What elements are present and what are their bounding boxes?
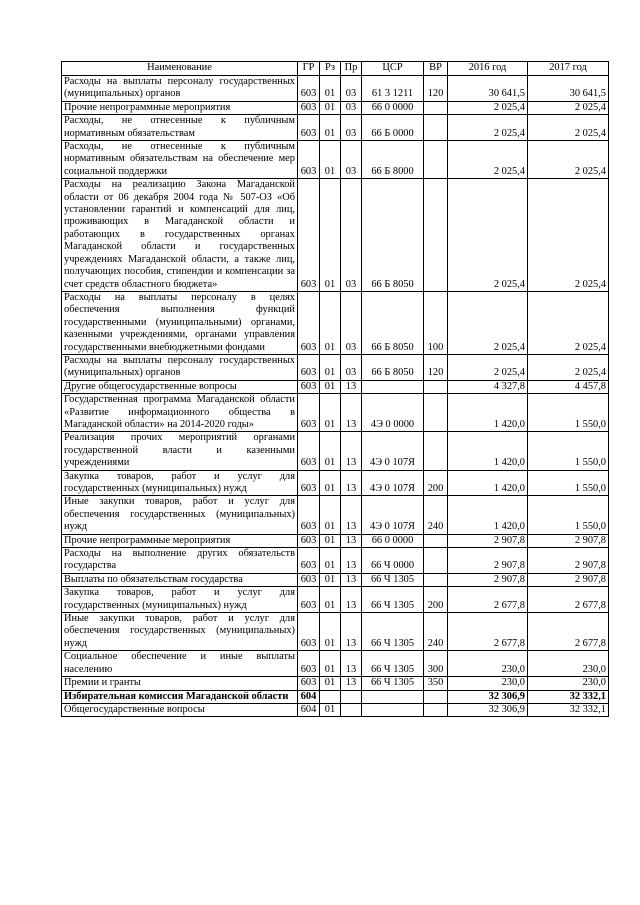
cell-gr: 603 [298,573,320,586]
cell-pr: 13 [341,534,362,547]
cell-csr: 66 Б 8050 [362,291,424,354]
cell-name: Прочие непрограммные мероприятия [62,534,298,547]
cell-pr: 03 [341,354,362,380]
cell-csr: 61 3 1211 [362,76,424,102]
table-row [62,587,609,613]
header-2016: 2016 год [448,62,528,76]
cell-pr: 13 [341,380,362,393]
table-row [62,179,609,292]
cell-rz: 01 [320,115,341,141]
cell-pr: 03 [341,101,362,114]
cell-vr [424,690,448,703]
cell-2017: 2 677,8 [528,587,609,613]
cell-2016: 1 420,0 [448,394,528,432]
cell-rz: 01 [320,76,341,102]
cell-vr: 350 [424,677,448,690]
table-row [62,651,609,677]
table-row [62,470,609,496]
cell-2017: 2 025,4 [528,115,609,141]
cell-rz: 01 [320,677,341,690]
cell-gr: 603 [298,76,320,102]
cell-csr [362,703,424,716]
cell-csr [362,690,424,703]
cell-pr: 13 [341,496,362,534]
cell-2017: 2 677,8 [528,613,609,651]
table-row [62,432,609,470]
cell-csr: 4Э 0 107Я [362,432,424,470]
cell-csr: 4Э 0 0000 [362,394,424,432]
cell-gr: 603 [298,587,320,613]
cell-pr: 13 [341,394,362,432]
cell-2017: 2 025,4 [528,101,609,114]
cell-name: Расходы на выполнение других обязательств государства [62,548,298,574]
cell-gr: 604 [298,703,320,716]
cell-name: Закупка товаров, работ и услуг для государственных (муниципальных) нужд [62,470,298,496]
cell-2016: 230,0 [448,677,528,690]
cell-rz: 01 [320,703,341,716]
cell-gr: 603 [298,677,320,690]
cell-2017: 2 907,8 [528,548,609,574]
cell-2017: 230,0 [528,651,609,677]
cell-rz: 01 [320,354,341,380]
cell-vr [424,141,448,179]
cell-rz: 01 [320,432,341,470]
cell-rz: 01 [320,613,341,651]
cell-gr: 603 [298,380,320,393]
cell-csr: 4Э 0 107Я [362,470,424,496]
cell-2016: 2 907,8 [448,534,528,547]
cell-csr: 66 Б 8050 [362,179,424,292]
cell-rz: 01 [320,548,341,574]
cell-2016: 2 025,4 [448,141,528,179]
cell-2017: 2 025,4 [528,354,609,380]
cell-vr: 120 [424,354,448,380]
cell-gr: 603 [298,613,320,651]
cell-vr [424,573,448,586]
cell-csr: 4Э 0 107Я [362,496,424,534]
cell-2016: 2 677,8 [448,613,528,651]
header-pr: Пр [341,62,362,76]
cell-vr: 100 [424,291,448,354]
cell-name: Выплаты по обязательствам государства [62,573,298,586]
cell-gr: 603 [298,651,320,677]
cell-name: Реализация прочих мероприятий органами государственной власти и казенными учреждениями [62,432,298,470]
table-row [62,115,609,141]
cell-2016: 32 306,9 [448,703,528,716]
table-row [62,141,609,179]
cell-csr: 66 Ч 1305 [362,573,424,586]
cell-2016: 30 641,5 [448,76,528,102]
cell-2016: 32 306,9 [448,690,528,703]
cell-2017: 2 907,8 [528,534,609,547]
table-row [62,534,609,547]
cell-gr: 603 [298,101,320,114]
cell-pr: 03 [341,291,362,354]
cell-csr [362,380,424,393]
cell-2016: 230,0 [448,651,528,677]
cell-gr: 603 [298,354,320,380]
table-row [62,677,609,690]
cell-name: Другие общегосударственные вопросы [62,380,298,393]
cell-rz: 01 [320,587,341,613]
cell-rz: 01 [320,573,341,586]
budget-table [61,61,609,717]
cell-name: Социальное обеспечение и иные выплаты населению [62,651,298,677]
cell-vr: 200 [424,587,448,613]
cell-pr: 13 [341,651,362,677]
cell-pr: 03 [341,76,362,102]
cell-pr: 13 [341,432,362,470]
cell-name: Расходы на реализацию Закона Магаданской области от 06 декабря 2004 года № 507-ОЗ «Об установлении гарантий и компенсаций для лиц, проживающих в Магаданской области и работающих в государственных органах Магаданской области и государственных учреждениях Магаданской области, а также лиц, получающих пособия, стипендии и компенсации за счет средств областного бюджета» [62,179,298,292]
cell-2016: 2 025,4 [448,101,528,114]
table-row [62,380,609,393]
header-gr: ГР [298,62,320,76]
cell-vr [424,179,448,292]
table-row [62,613,609,651]
cell-pr: 13 [341,613,362,651]
cell-2017: 1 550,0 [528,470,609,496]
cell-2016: 2 025,4 [448,354,528,380]
header-name: Наименование [62,62,298,76]
cell-pr: 13 [341,677,362,690]
cell-rz: 01 [320,179,341,292]
cell-gr: 603 [298,291,320,354]
cell-gr: 603 [298,115,320,141]
cell-pr: 13 [341,573,362,586]
cell-name: Иные закупки товаров, работ и услуг для обеспечения государственных (муниципальных) нужд [62,496,298,534]
cell-name: Прочие непрограммные мероприятия [62,101,298,114]
cell-vr [424,101,448,114]
cell-name: Иные закупки товаров, работ и услуг для обеспечения государственных (муниципальных) нужд [62,613,298,651]
cell-gr: 604 [298,690,320,703]
table-row [62,394,609,432]
cell-pr: 13 [341,470,362,496]
cell-name: Государственная программа Магаданской области «Развитие информационного общества в Магаданской области» на 2014-2020 годы» [62,394,298,432]
cell-rz [320,690,341,703]
cell-2016: 1 420,0 [448,496,528,534]
cell-2016: 2 025,4 [448,179,528,292]
cell-gr: 603 [298,432,320,470]
cell-2017: 230,0 [528,677,609,690]
cell-csr: 66 Ч 0000 [362,548,424,574]
cell-vr [424,432,448,470]
cell-csr: 66 Ч 1305 [362,677,424,690]
header-vr: ВР [424,62,448,76]
cell-2017: 32 332,1 [528,703,609,716]
cell-2017: 2 025,4 [528,291,609,354]
cell-name: Закупка товаров, работ и услуг для государственных (муниципальных) нужд [62,587,298,613]
cell-name: Расходы, не отнесенные к публичным нормативным обязательствам [62,115,298,141]
table-body [62,76,609,717]
cell-2016: 2 907,8 [448,573,528,586]
cell-pr [341,703,362,716]
cell-pr [341,690,362,703]
cell-vr [424,703,448,716]
cell-2017: 2 025,4 [528,141,609,179]
cell-vr [424,115,448,141]
table-row [62,291,609,354]
cell-vr: 240 [424,613,448,651]
cell-2017: 1 550,0 [528,394,609,432]
header-csr: ЦСР [362,62,424,76]
cell-2016: 2 025,4 [448,115,528,141]
table-row [62,548,609,574]
cell-2017: 1 550,0 [528,496,609,534]
cell-rz: 01 [320,141,341,179]
cell-gr: 603 [298,496,320,534]
cell-pr: 13 [341,548,362,574]
cell-csr: 66 Ч 1305 [362,651,424,677]
cell-vr: 200 [424,470,448,496]
cell-2017: 2 025,4 [528,179,609,292]
header-2017: 2017 год [528,62,609,76]
cell-rz: 01 [320,496,341,534]
cell-csr: 66 Б 0000 [362,115,424,141]
cell-gr: 603 [298,394,320,432]
cell-gr: 603 [298,548,320,574]
header-rz: Рз [320,62,341,76]
cell-csr: 66 Ч 1305 [362,587,424,613]
cell-2016: 4 327,8 [448,380,528,393]
cell-vr: 120 [424,76,448,102]
table-row [62,703,609,716]
cell-2016: 1 420,0 [448,470,528,496]
cell-2016: 1 420,0 [448,432,528,470]
cell-2016: 2 907,8 [448,548,528,574]
cell-csr: 66 0 0000 [362,101,424,114]
cell-csr: 66 Б 8050 [362,354,424,380]
cell-name: Расходы на выплаты персоналу государственных (муниципальных) органов [62,354,298,380]
cell-csr: 66 0 0000 [362,534,424,547]
cell-gr: 603 [298,470,320,496]
cell-rz: 01 [320,380,341,393]
cell-2017: 2 907,8 [528,573,609,586]
cell-2017: 4 457,8 [528,380,609,393]
cell-rz: 01 [320,101,341,114]
cell-vr [424,380,448,393]
cell-vr [424,534,448,547]
table-row [62,573,609,586]
table-header-row [62,62,609,76]
table-row [62,690,609,703]
cell-csr: 66 Б 8000 [362,141,424,179]
table-row [62,76,609,102]
cell-pr: 03 [341,115,362,141]
cell-pr: 03 [341,179,362,292]
cell-gr: 603 [298,534,320,547]
cell-name: Расходы на выплаты персоналу государственных (муниципальных) органов [62,76,298,102]
cell-2016: 2 025,4 [448,291,528,354]
cell-rz: 01 [320,534,341,547]
cell-pr: 03 [341,141,362,179]
cell-vr [424,394,448,432]
table-row [62,496,609,534]
table-row [62,101,609,114]
cell-2017: 32 332,1 [528,690,609,703]
cell-name: Избирательная комиссия Магаданской области [62,690,298,703]
cell-csr: 66 Ч 1305 [362,613,424,651]
cell-rz: 01 [320,651,341,677]
cell-rz: 01 [320,394,341,432]
cell-name: Расходы на выплаты персоналу в целях обеспечения выполнения функций государственными (муниципальными) органами, казенными учреждениями, органами управления государственными внебюджетными фондами [62,291,298,354]
table-row [62,354,609,380]
cell-vr: 240 [424,496,448,534]
cell-rz: 01 [320,291,341,354]
cell-2016: 2 677,8 [448,587,528,613]
cell-gr: 603 [298,141,320,179]
cell-gr: 603 [298,179,320,292]
cell-name: Премии и гранты [62,677,298,690]
cell-name: Расходы, не отнесенные к публичным нормативным обязательствам на обеспечение мер социальной поддержки [62,141,298,179]
cell-vr [424,548,448,574]
cell-2017: 30 641,5 [528,76,609,102]
cell-pr: 13 [341,587,362,613]
cell-vr: 300 [424,651,448,677]
cell-2017: 1 550,0 [528,432,609,470]
cell-rz: 01 [320,470,341,496]
cell-name: Общегосударственные вопросы [62,703,298,716]
